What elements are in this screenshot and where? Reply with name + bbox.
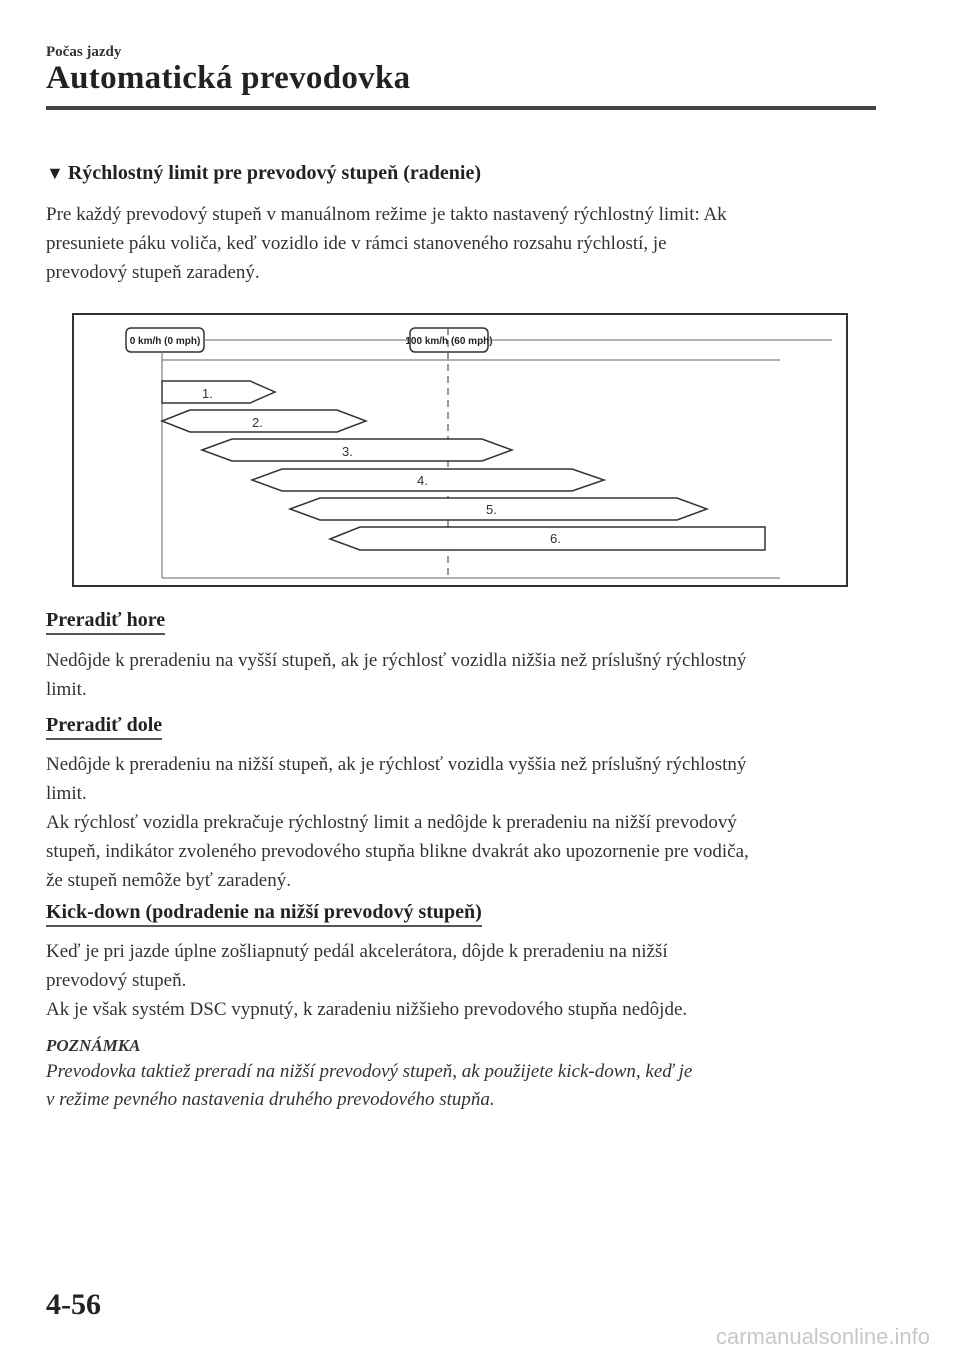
- upshift-paragraph: [46, 646, 876, 704]
- downshift-line: Ak rýchlosť vozidla prekračuje rýchlostný limit a nedôjde k preradeniu na nižší prevodový: [46, 812, 737, 833]
- kickdown-line: prevodový stupeň.: [46, 970, 187, 991]
- page-number: 4-56: [46, 1288, 101, 1321]
- triangle-marker-icon: ▼: [46, 163, 64, 183]
- kickdown-line: Ak je však systém DSC vypnutý, k zaradeniu nižšieho prevodového stupňa nedôjde.: [46, 999, 688, 1020]
- downshift-line: stupeň, indikátor zvoleného prevodového stupňa blikne dvakrát ako upozornenie pre vodiča,: [46, 841, 749, 862]
- note-text: [46, 1058, 876, 1114]
- speed-label-zero: 0 km/h (0 mph): [129, 336, 201, 347]
- kickdown-heading: Kick-down (podradenie na nižší prevodový stupeň): [46, 901, 482, 927]
- upshift-heading: Preradiť hore: [46, 609, 165, 635]
- downshift-line: limit.: [46, 783, 87, 804]
- page-title: Automatická prevodovka: [46, 60, 411, 96]
- subheading: [46, 162, 481, 185]
- downshift-line: Nedôjde k preradeniu na nižší stupeň, ak je rýchlosť vozidla vyššia než príslušný rýchlostný: [46, 754, 747, 775]
- gear-5-label: 5.: [486, 502, 497, 517]
- gear-speed-diagram: [72, 313, 848, 587]
- gear-4-range: [252, 469, 604, 491]
- gear-2-label: 2.: [252, 415, 263, 430]
- downshift-paragraph: [46, 750, 876, 895]
- intro-line: presuniete páku voliča, keď vozidlo ide v rámci stanoveného rozsahu rýchlostí, je: [46, 233, 667, 254]
- gear-3-range: [202, 439, 512, 461]
- note-line: v režime pevného nastavenia druhého prevodového stupňa.: [46, 1089, 495, 1110]
- downshift-line: že stupeň nemôže byť zaradený.: [46, 870, 291, 891]
- upshift-line: Nedôjde k preradeniu na vyšší stupeň, ak je rýchlosť vozidla nižšia než príslušný rýchlostný: [46, 650, 747, 671]
- downshift-heading: Preradiť dole: [46, 714, 162, 740]
- gear-1-label: 1.: [202, 386, 213, 401]
- watermark: carmanualsonline.info: [715, 1324, 930, 1349]
- subheading-text: Rýchlostný limit pre prevodový stupeň (radenie): [67, 162, 481, 184]
- kickdown-paragraph: [46, 937, 876, 1024]
- intro-paragraph: [46, 200, 876, 287]
- section-label: Počas jazdy: [46, 44, 122, 60]
- gear-speed-diagram-svg: [72, 313, 848, 587]
- gear-5-range: [290, 498, 707, 520]
- gear-6-label: 6.: [550, 531, 561, 546]
- gear-6-range: [330, 527, 765, 550]
- intro-line: prevodový stupeň zaradený.: [46, 262, 260, 283]
- intro-line: Pre každý prevodový stupeň v manuálnom režime je takto nastavený rýchlostný limit: Ak: [46, 204, 727, 225]
- kickdown-line: Keď je pri jazde úplne zošliapnutý pedál akcelerátora, dôjde k preradeniu na nižší: [46, 941, 668, 962]
- gear-4-label: 4.: [417, 473, 428, 488]
- upshift-line: limit.: [46, 679, 87, 700]
- gear-2-range: [162, 410, 366, 432]
- note-line: Prevodovka taktiež preradí na nižší prevodový stupeň, ak použijete kick-down, keď je: [46, 1061, 693, 1082]
- speed-label-hundred: 100 km/h (60 mph): [405, 336, 493, 347]
- gear-3-label: 3.: [342, 444, 353, 459]
- gear-1-range: [162, 381, 275, 403]
- title-divider: [46, 106, 876, 110]
- note-title: POZNÁMKA: [46, 1036, 141, 1055]
